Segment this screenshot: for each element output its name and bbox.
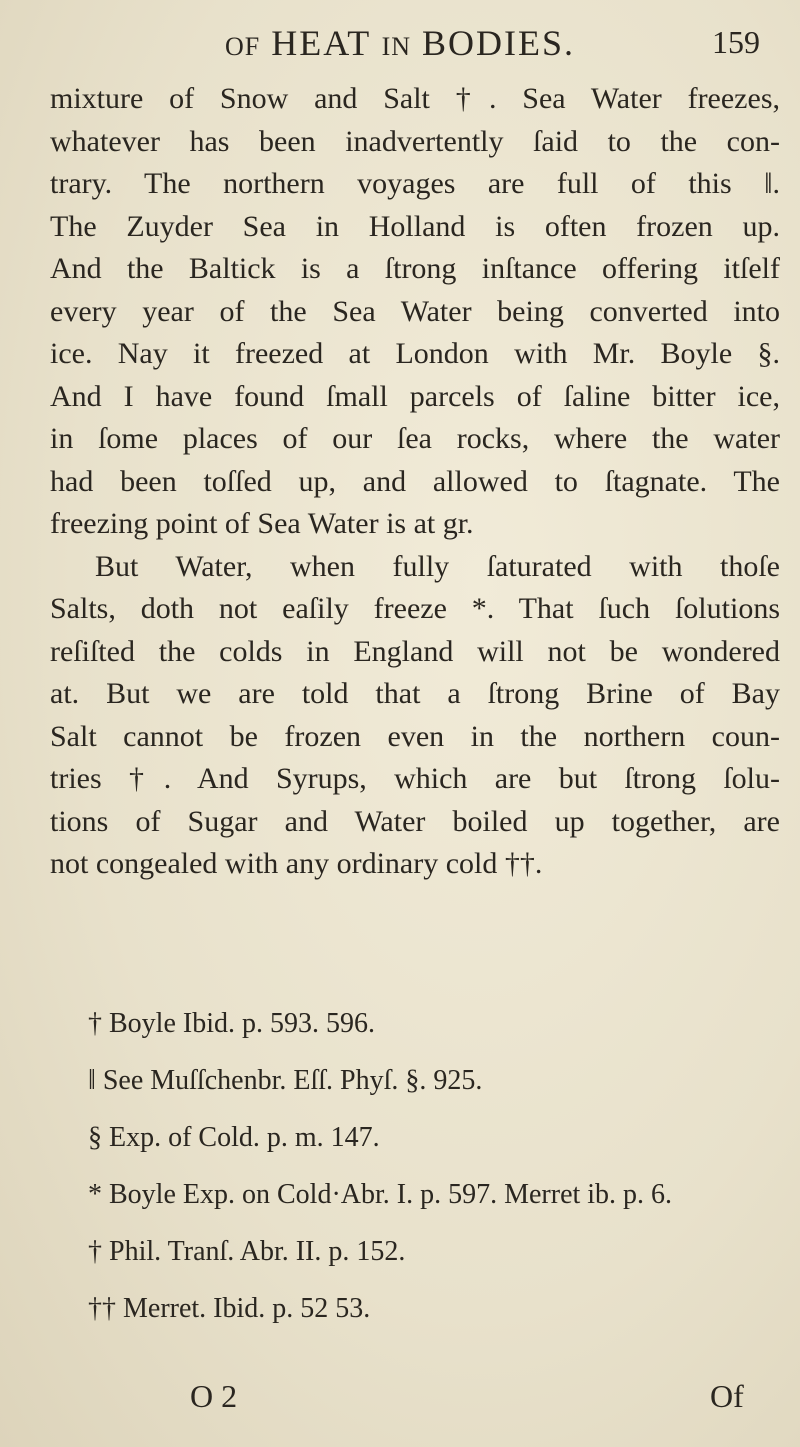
text-line: Salts, doth not eaſily freeze *. That ſuch ſolutions <box>50 592 780 625</box>
running-title-in: IN <box>381 32 412 61</box>
text-line: whatever has been inadvertently ſaid to the con- <box>50 124 780 158</box>
text-line: And the Baltick is a ſtrong inſtance offering itſelf <box>50 252 780 285</box>
text-line: freezing point of Sea Water is at gr. <box>50 507 474 540</box>
footnote: † Phil. Tranſ. Abr. II. p. 152. <box>88 1236 406 1267</box>
text-line: mixture of Snow and Salt †. Sea Water freezes, <box>50 82 780 115</box>
text-line: reſiſted the colds in England will not be wondered <box>50 634 780 668</box>
text-line: ice. Nay it freezed at London with Mr. Boyle §. <box>50 337 780 370</box>
footnotes <box>88 995 788 1337</box>
text-line: The Zuyder Sea in Holland is often frozen up. <box>50 209 780 243</box>
signature-mark: O 2 <box>190 1378 238 1414</box>
running-title-of: OF <box>225 32 261 61</box>
text-line: tries †. And Syrups, which are but ſtrong ſolu- <box>50 762 780 795</box>
footnote: ‖ See Muſſchenbr. Eſſ. Phyſ. §. 925. <box>88 1065 483 1096</box>
text-line: had been toſſed up, and allowed to ſtagnate. The <box>50 464 780 498</box>
running-title <box>225 22 575 64</box>
page-number: 159 <box>712 24 760 60</box>
text-line: every year of the Sea Water being converted into <box>50 294 780 328</box>
text-line: not congealed with any ordinary cold ††. <box>50 847 543 880</box>
text-line: at. But we are told that a ſtrong Brine of Bay <box>50 677 780 710</box>
body-text <box>50 78 780 886</box>
catchword: Of <box>710 1378 744 1414</box>
text-line: Salt cannot be frozen even in the northern coun- <box>50 719 780 753</box>
text-line: But Water, when fully ſaturated with thoſe <box>95 549 780 583</box>
running-title-main: HEAT <box>271 23 371 63</box>
footnote: †† Merret. Ibid. p. 52 53. <box>88 1293 371 1324</box>
footnote: * Boyle Exp. on Cold·Abr. I. p. 597. Merret ib. p. 6. <box>88 1179 673 1210</box>
footnote: § Exp. of Cold. p. m. 147. <box>88 1122 380 1153</box>
text-line: tions of Sugar and Water boiled up together, are <box>50 804 780 838</box>
running-title-end: BODIES. <box>422 23 576 63</box>
footnote: † Boyle Ibid. p. 593. 596. <box>88 1008 375 1039</box>
page-header <box>0 22 800 66</box>
text-line: in ſome places of our ſea rocks, where the water <box>50 422 780 455</box>
text-line: trary. The northern voyages are full of this ‖. <box>50 167 780 200</box>
text-line: And I have found ſmall parcels of ſaline bitter ice, <box>50 379 780 413</box>
